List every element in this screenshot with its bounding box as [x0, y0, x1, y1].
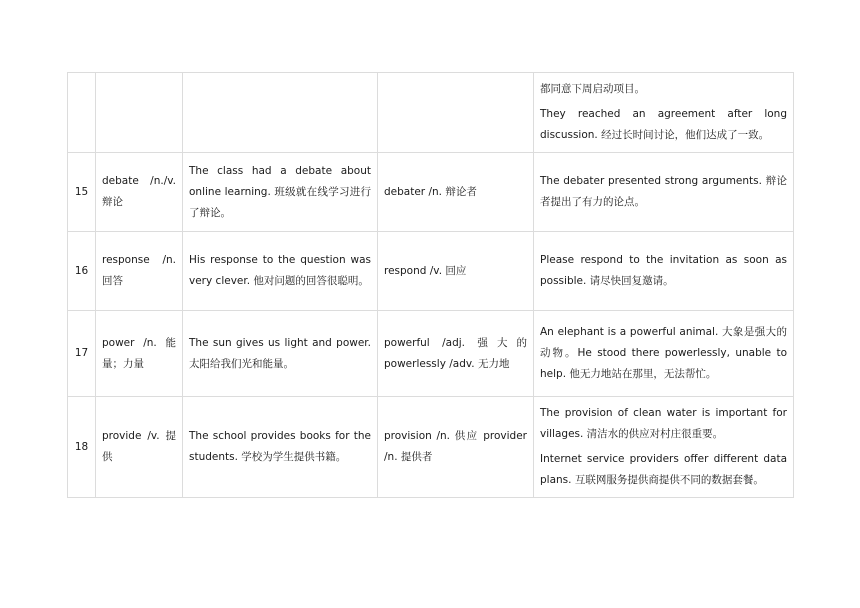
table-row — [68, 397, 794, 498]
derivative-example-cell — [534, 73, 794, 153]
table-row — [68, 232, 794, 311]
derivative-example-text: The debater presented strong arguments. 辩论者提出了有力的论点。 — [540, 175, 787, 208]
derivative-cell: powerful /adj. 强大的 powerlessly /adv. 无力地 — [378, 311, 534, 397]
vocabulary-table — [67, 72, 794, 498]
derivative-cell — [378, 73, 534, 153]
derivative-example-text: Internet service providers offer different data plans. 互联网服务提供商提供不同的数据套餐。 — [540, 453, 787, 486]
derivative-example-text: An elephant is a powerful animal. 大象是强大的动物。He stood there powerlessly, unable to help. 他无力地站在那里，无法帮忙。 — [540, 326, 787, 380]
headword-cell: debate /n./v. 辩论 — [96, 153, 183, 232]
derivative-example-text: 都同意下周启动项目。 — [540, 83, 645, 95]
row-number: 18 — [68, 397, 96, 498]
headword-cell: power /n. 能量；力量 — [96, 311, 183, 397]
example-cell: His response to the question was very clever. 他对问题的回答很聪明。 — [183, 232, 378, 311]
derivative-example-text: The provision of clean water is important for villages. 清洁水的供应对村庄很重要。 — [540, 407, 787, 440]
row-number — [68, 73, 96, 153]
derivative-example-cell — [534, 232, 794, 311]
example-cell — [183, 73, 378, 153]
headword-cell: response /n. 回答 — [96, 232, 183, 311]
derivative-example-text: Please respond to the invitation as soon as possible. 请尽快回复邀请。 — [540, 254, 787, 287]
row-number: 15 — [68, 153, 96, 232]
derivative-cell: provision /n. 供应 provider /n. 提供者 — [378, 397, 534, 498]
derivative-example-cell — [534, 153, 794, 232]
table-row — [68, 153, 794, 232]
derivative-cell: respond /v. 回应 — [378, 232, 534, 311]
derivative-cell: debater /n. 辩论者 — [378, 153, 534, 232]
example-cell: The sun gives us light and power. 太阳给我们光和能量。 — [183, 311, 378, 397]
table-row — [68, 311, 794, 397]
row-number: 17 — [68, 311, 96, 397]
example-cell: The school provides books for the students. 学校为学生提供书籍。 — [183, 397, 378, 498]
row-number: 16 — [68, 232, 96, 311]
derivative-example-text: They reached an agreement after long discussion. 经过长时间讨论，他们达成了一致。 — [540, 108, 787, 141]
headword-cell: provide /v. 提供 — [96, 397, 183, 498]
example-cell: The class had a debate about online learning. 班级就在线学习进行了辩论。 — [183, 153, 378, 232]
derivative-example-cell — [534, 311, 794, 397]
derivative-example-cell — [534, 397, 794, 498]
table-row — [68, 73, 794, 153]
headword-cell — [96, 73, 183, 153]
